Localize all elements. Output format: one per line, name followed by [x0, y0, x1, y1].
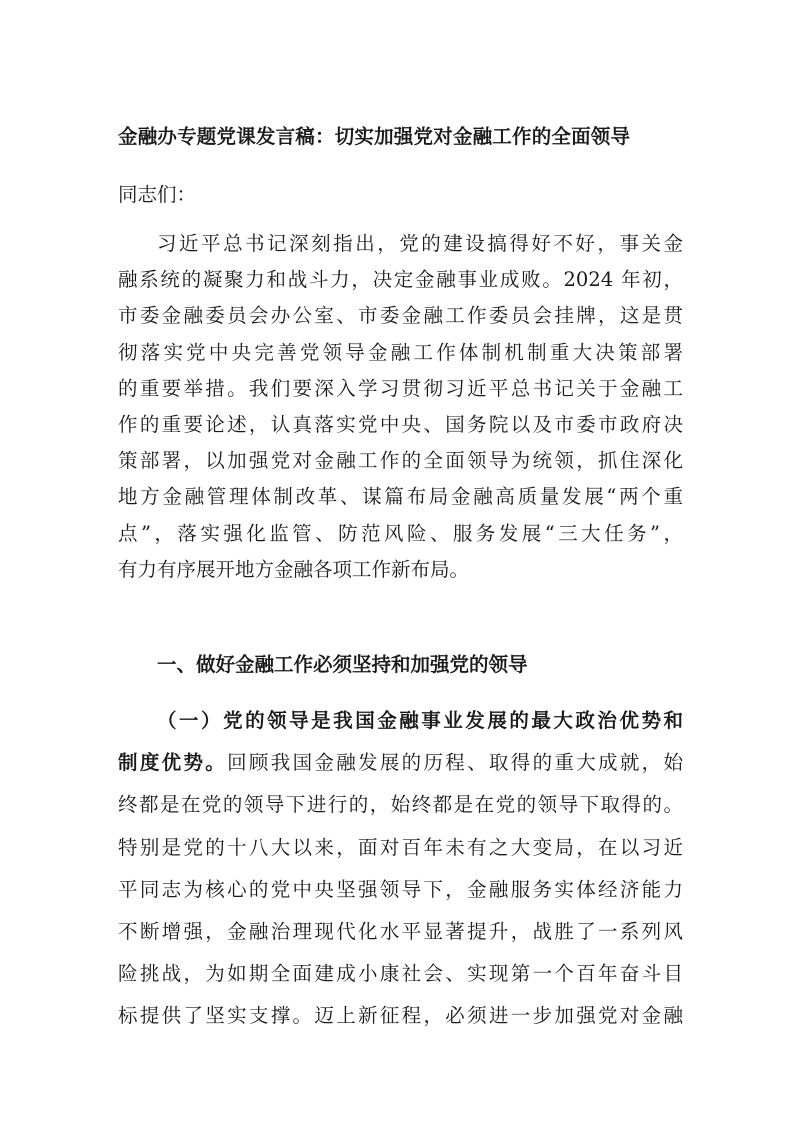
paragraph-line: 市委金融委员会办公室、市委金融工作委员会挂牌，这是贯: [118, 304, 683, 328]
subheading-tail: 制度优势。: [118, 751, 228, 775]
subheading-line: （一）党的领导是我国金融事业发展的最大政治优势和: [157, 709, 683, 732]
paragraph-line: 融系统的凝聚力和战斗力，决定金融事业成败。2024 年初，: [118, 268, 683, 292]
paragraph-line: 点”，落实强化监管、防范风险、服务发展“三大任务”，: [118, 521, 683, 545]
salutation: 同志们：: [118, 183, 197, 206]
paragraph-line: 彻落实党中央完善党领导金融工作体制机制重大决策部署: [118, 340, 683, 364]
document-title: 金融办专题党课发言稿：切实加强党对金融工作的全面领导: [118, 125, 631, 148]
paragraph-line: 的重要举措。我们要深入学习贯彻习近平总书记关于金融工: [118, 376, 683, 400]
section-1-paragraph: [118, 700, 683, 1038]
paragraph-line: 标提供了坚实支撑。迈上新征程，必须进一步加强党对金融: [118, 1004, 683, 1028]
paragraph-text: 回顾我国金融发展的历程、取得的重大成就，始: [227, 751, 683, 775]
paragraph-line: 习近平总书记深刻指出，党的建设搞得好不好，事关金: [157, 232, 683, 255]
paragraph-line: 终都是在党的领导下进行的，始终都是在党的领导下取得的。: [118, 793, 683, 817]
paragraph-line: 有力有序展开地方金融各项工作新布局。: [118, 557, 470, 581]
paragraph-line: 策部署，以加强党对金融工作的全面领导为统领，抓住深化: [118, 449, 683, 473]
paragraph-line: [118, 742, 683, 784]
paragraph-line: 不断增强，金融治理现代化水平显著提升，战胜了一系列风: [118, 919, 683, 943]
paragraph-line: 地方金融管理体制改革、谋篇布局金融高质量发展“两个重: [118, 485, 683, 509]
section-heading: 一、做好金融工作必须坚持和加强党的领导: [157, 653, 528, 676]
paragraph-line: 险挑战，为如期全面建成小康社会、实现第一个百年奋斗目: [118, 962, 683, 986]
paragraph-line: 平同志为核心的党中央坚强领导下，金融服务实体经济能力: [118, 877, 683, 901]
paragraph-line: 作的重要论述，认真落实党中央、国务院以及市委市政府决: [118, 412, 683, 436]
paragraph-line: 特别是党的十八大以来，面对百年未有之大变局，在以习近: [118, 835, 683, 859]
intro-paragraph: [118, 226, 683, 588]
